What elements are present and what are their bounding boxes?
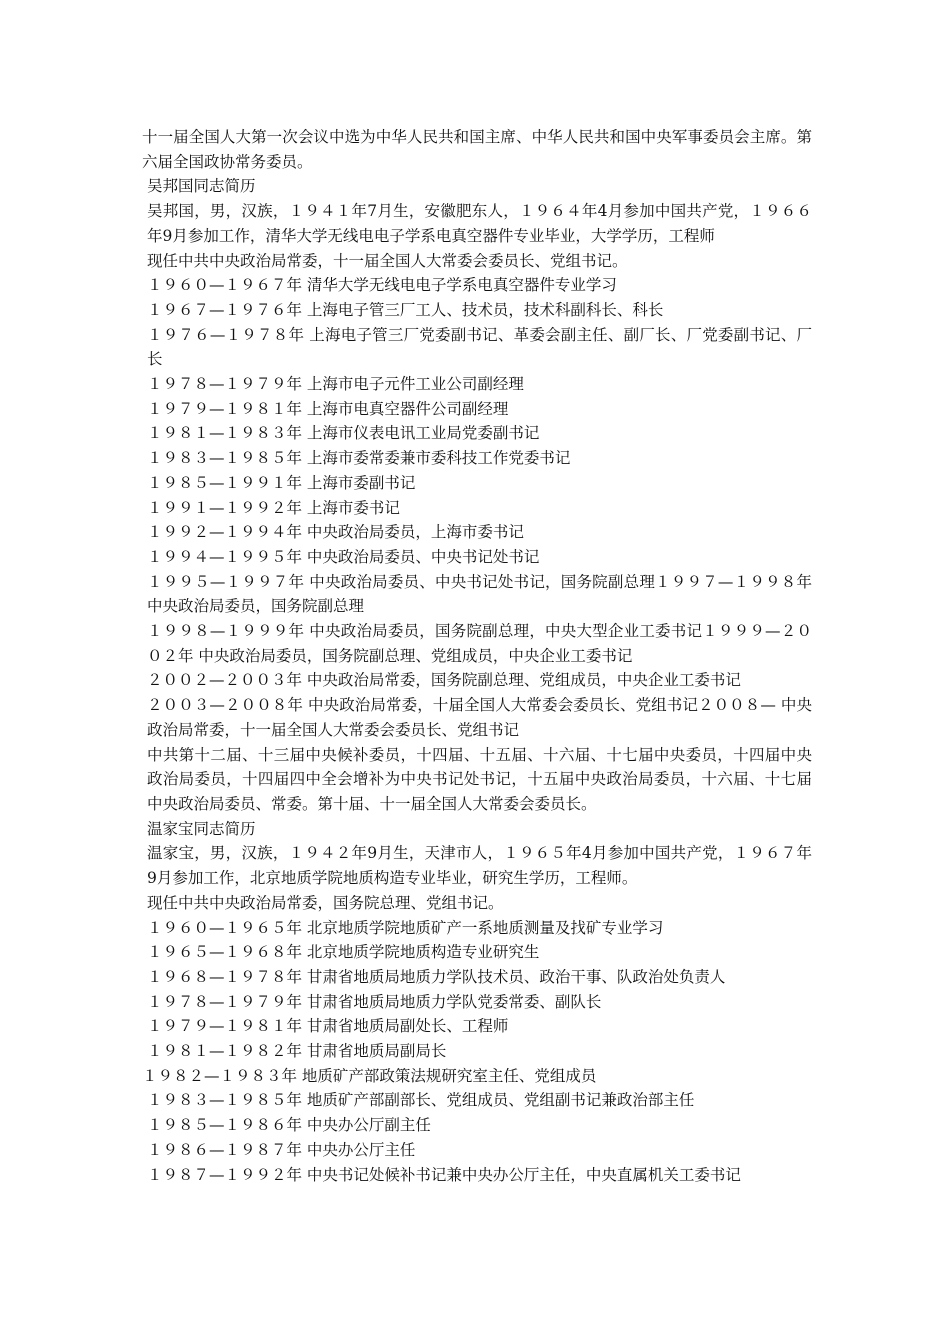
paragraph: 中共第十二届、十三届中央候补委员，十四届、十五届、十六届、十七届中央委员，十四届中央政治局委员，十四届四中全会增补为中央书记处书记，十五届中央政治局委员，十六届、十七届中央政治局委员、常委。第十届、十一届全国人大常委会委员长。 [147,745,812,813]
paragraph: １９７８—１９７９年 上海市电子元件工业公司副经理 [147,375,524,394]
paragraph: １９８３—１９８５年 上海市委常委兼市委科技工作党委书记 [147,449,571,468]
paragraph: １９８５—１９９１年 上海市委副书记 [147,473,416,492]
paragraph: １９９５—１９９７年 中央政治局委员、中央书记处书记，国务院副总理１９９７—１９９８年 中央政治局委员，国务院副总理 [147,572,812,616]
paragraph: １９７９—１９８１年 甘肃省地质局副处长、工程师 [147,1017,509,1036]
paragraph: ２００３—２００８年 中央政治局常委，十届全国人大常委会委员长、党组书记２００８— 中央政治局常委，十一届全国人大常委会委员长、党组书记 [147,696,812,739]
paragraph: １９９４—１９９５年 中央政治局委员、中央书记处书记 [147,547,540,566]
paragraph: 现任中共中央政治局常委，十一届全国人大常委会委员长、党组书记。 [147,251,628,270]
paragraph: １９６０—１９６５年 北京地质学院地质矿产一系地质测量及找矿专业学习 [147,918,664,937]
paragraph: 吴邦国，男，汉族，１９４１年7月生，安徽肥东人，１９６４年4月参加中国共产党，１９６６年9月参加工作，清华大学无线电电子学系电真空器件专业毕业，大学学历，工程师 [147,202,812,245]
paragraph: １９８７—１９９２年 中央书记处候补书记兼中央办公厅主任，中央直属机关工委书记 [147,1165,741,1184]
paragraph: １９９２—１９９４年 中央政治局委员，上海市委书记 [147,523,524,542]
paragraph: １９８６—１９８７年 中央办公厅主任 [147,1140,416,1159]
paragraph: １９７６—１９７８年 上海电子管三厂党委副书记、革委会副主任、副厂长、厂党委副书记、厂长 [147,325,812,369]
paragraph: １９９８—１９９９年 中央政治局委员，国务院副总理，中央大型企业工委书记１９９９—２００２年 中央政治局委员，国务院副总理、党组成员，中央企业工委书记 [147,622,812,665]
paragraph: １９８５—１９８６年 中央办公厅副主任 [147,1116,431,1135]
paragraph: １９７８—１９７９年 甘肃省地质局地质力学队党委常委、副队长 [147,992,602,1011]
paragraph: １９９１—１９９２年 上海市委书记 [147,498,400,517]
paragraph: １９７９—１９８１年 上海市电真空器件公司副经理 [147,399,509,418]
document-body [142,125,812,1187]
paragraph: 现任中共中央政治局常委，国务院总理、党组书记。 [147,893,504,912]
paragraph: １９８２—１９８３年 地质矿产部政策法规研究室主任、党组成员 [142,1066,597,1085]
paragraph: １９６７—１９７６年 上海电子管三厂工人、技术员，技术科副科长、科长 [147,300,664,319]
paragraph: １９８３—１９８５年 地质矿产部副部长、党组成员、党组副书记兼政治部主任 [147,1091,695,1110]
paragraph: １９６５—１９６８年 北京地质学院地质构造专业研究生 [147,943,540,962]
paragraph: ２００２—２００３年 中央政治局常委，国务院副总理、党组成员，中央企业工委书记 [147,671,741,690]
paragraph: １９８１—１９８３年 上海市仪表电讯工业局党委副书记 [147,424,540,443]
paragraph: 十一届全国人大第一次会议中选为中华人民共和国主席、中华人民共和国中央军事委员会主席。第六届全国政协常务委员。 [142,128,812,171]
paragraph: １９８１—１９８２年 甘肃省地质局副局长 [147,1042,447,1061]
paragraph: 温家宝，男，汉族，１９４２年9月生，天津市人，１９６５年4月参加中国共产党，１９６７年9月参加工作，北京地质学院地质构造专业毕业，研究生学历，工程师。 [147,844,812,888]
paragraph: １９６８—１９７８年 甘肃省地质局地质力学队技术员、政治干事、队政治处负责人 [147,967,726,986]
paragraph: １９６０—１９６７年 清华大学无线电电子学系电真空器件专业学习 [147,276,617,295]
paragraph: 吴邦国同志简历 [147,177,256,196]
paragraph: 温家宝同志简历 [147,819,256,838]
